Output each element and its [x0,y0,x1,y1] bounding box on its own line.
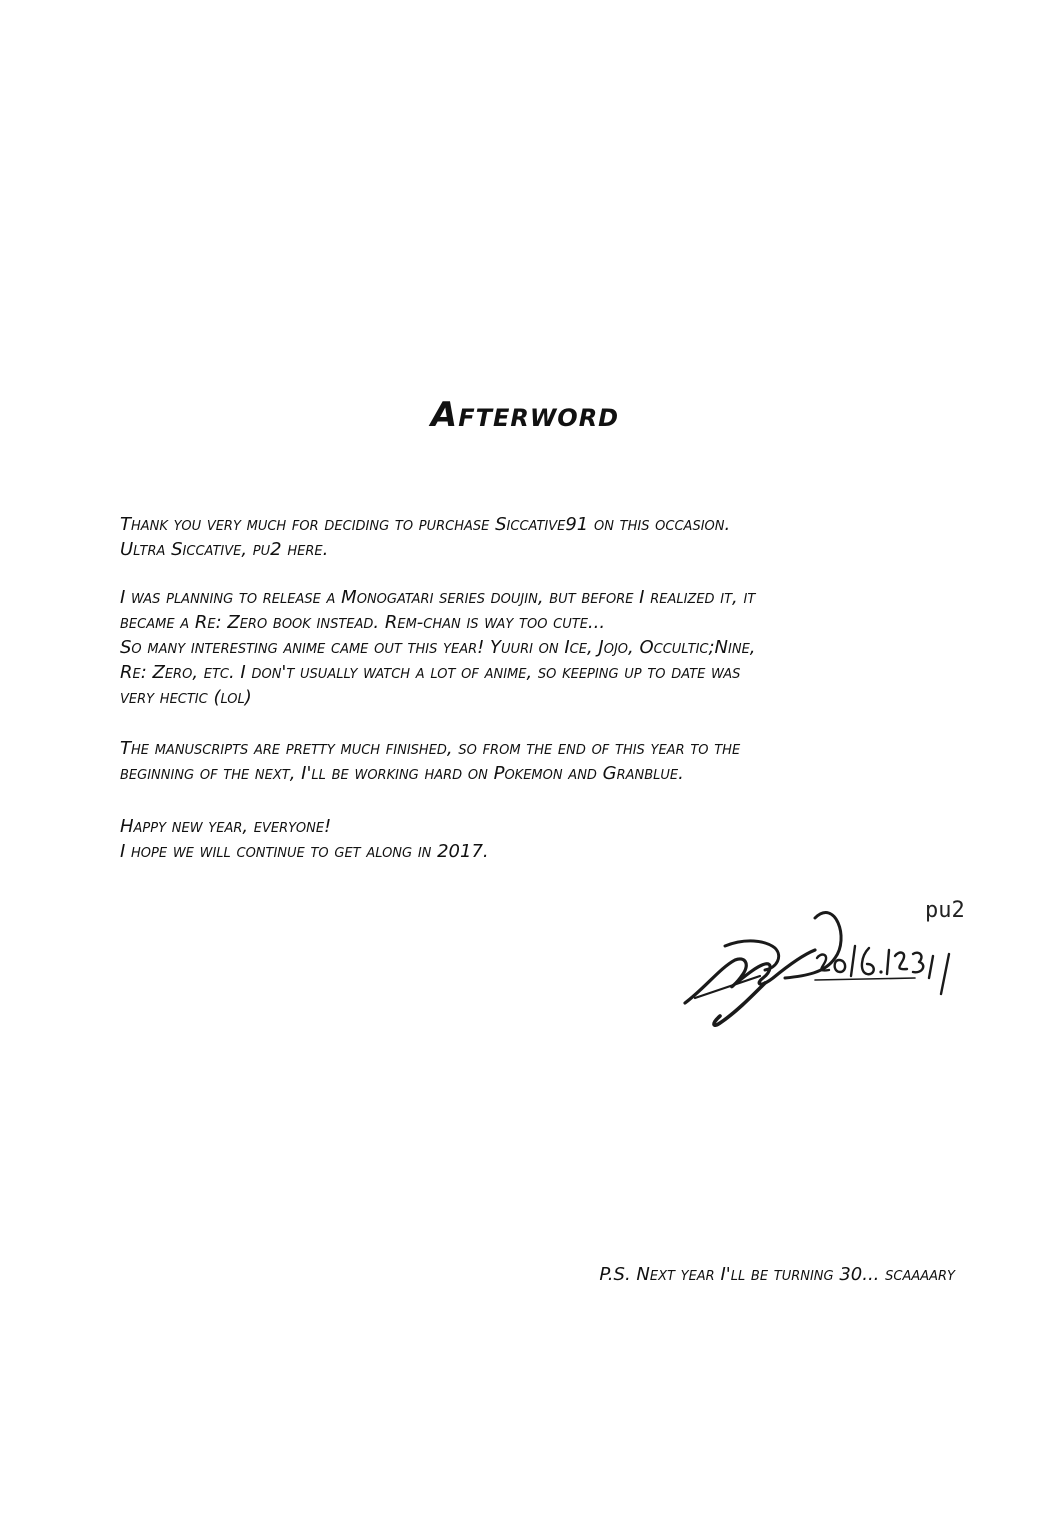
paragraph-line: So many interesting anime came out this year! Yuuri on Ice, Jojo, Occultic;Nine, [120,637,756,658]
paragraph-line: I was planning to release a Monogatari series doujin, but before I realized it, it [120,587,756,608]
paragraph-line: beginning of the next, I'll be working hard on Pokemon and Granblue. [120,763,684,784]
paragraph-line: The manuscripts are pretty much finished, so from the end of this year to the [120,738,741,759]
paragraph-line: Happy new year, everyone! [120,816,332,837]
paragraph-manuscripts [120,736,960,786]
paragraph-line: Re: Zero, etc. I don't usually watch a lot of anime, so keeping up to date was [120,662,741,683]
paragraph-anime [120,585,960,710]
page-title: Afterword [430,395,620,435]
paragraph-line: I hope we will continue to get along in 2017. [120,841,489,862]
author-name: pu2 [925,898,965,923]
paragraph-line: Thank you very much for deciding to purchase Siccative91 on this occasion. [120,514,731,535]
postscript: P.S. Next year I'll be turning 30... scaaaary [599,1264,955,1285]
signature-image [665,898,965,1038]
paragraph-thanks [120,512,960,562]
paragraph-line: very hectic (lol) [120,687,252,708]
paragraph-line: Ultra Siccative, pu2 here. [120,539,329,560]
paragraph-line: became a Re: Zero book instead. Rem-chan is way too cute... [120,612,606,633]
paragraph-new-year [120,814,960,864]
